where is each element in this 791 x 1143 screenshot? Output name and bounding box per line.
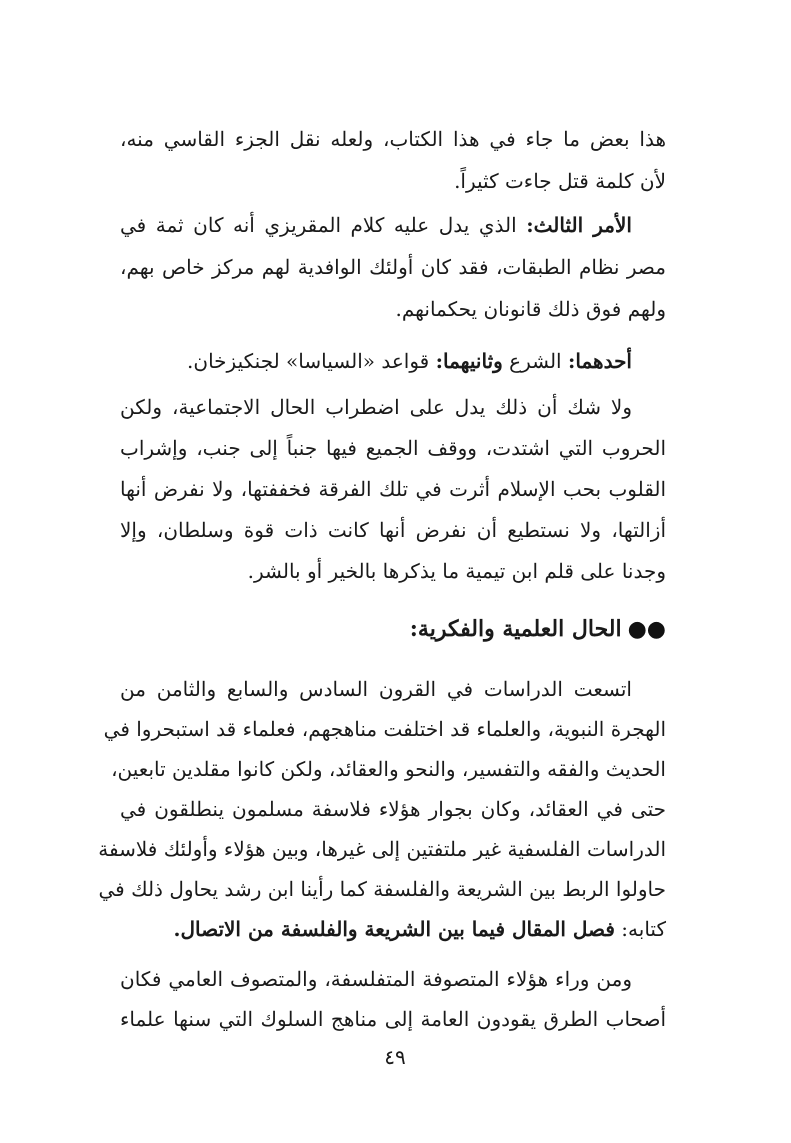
page-number: ٤٩ [384,1045,406,1069]
book-title: فصل المقال فيما بين الشريعة والفلسفة من الاتصال. [173,917,615,941]
paragraph-line: حتى في العقائد، وكان بجوار هؤلاء فلاسفة مسلمون ينطلقون في [120,797,666,821]
paragraph-text: قواعد «السياسا» لجنكيزخان. [187,349,436,373]
bullet-icon: ●● [627,616,666,642]
paragraph-line: ولا شك أن ذلك يدل على اضطراب الحال الاجتماعية، ولكن [120,395,632,419]
paragraph-line: مصر نظام الطبقات، فقد كان أولئك الوافدية لهم مركز خاص بهم، [120,255,666,279]
paragraph-text: الشرع [502,349,568,373]
paragraph-line: حاولوا الربط بين الشريعة والفلسفة كما رأينا ابن رشد يحاول ذلك في [98,877,666,901]
paragraph-line: الهجرة النبوية، والعلماء قد اختلفت مناهجهم، فعلماء قد استبحروا في [103,717,666,741]
paragraph-line: الحديث والفقه والتفسير، والنحو والعقائد، ولكن كانوا مقلدين تابعين، [111,757,666,781]
paragraph-label: وثانيهما: [435,349,503,373]
paragraph-line: الحروب التي اشتدت، ووقف الجميع فيها جنباً إلى جنب، وإشراب [120,436,666,460]
paragraph-line: ولهم فوق ذلك قانونان يحكمانهم. [395,297,666,321]
paragraph-text: كتابه: [614,917,666,941]
paragraph-label: أحدهما: [567,349,632,373]
paragraph-line: لأن كلمة قتل جاءت كثيراً. [454,169,666,193]
paragraph-line [120,348,632,374]
paragraph-label: الأمر الثالث: [526,213,632,237]
paragraph-line: ومن وراء هؤلاء المتصوفة المتفلسفة، والمتصوف العامي فكان [120,967,632,991]
paragraph-line: وجدنا على قلم ابن تيمية ما يذكرها بالخير أو بالشر. [247,559,666,583]
paragraph-text: الذي يدل عليه كلام المقريزي أنه كان ثمة في [120,213,527,237]
paragraph-line: القلوب بحب الإسلام أثرت في تلك الفرقة فخففتها، ولا نفرض أنها [120,477,666,501]
paragraph-line [120,212,632,238]
paragraph-line: الدراسات الفلسفية غير ملتفتين إلى غيرها، وبين هؤلاء وأولئك فلاسفة [98,837,666,861]
paragraph-line: هذا بعض ما جاء في هذا الكتاب، ولعله نقل الجزء القاسي منه، [120,127,666,151]
section-heading [300,614,666,644]
paragraph-line: أصحاب الطرق يقودون العامة إلى مناهج السلوك التي سنها علماء [120,1007,666,1031]
paragraph-line: أزالتها، ولا نستطيع أن نفرض أنها كانت ذات قوة وسلطان، وإلا [120,518,666,542]
paragraph-line: اتسعت الدراسات في القرون السادس والسابع والثامن من [120,677,632,701]
paragraph-line [120,916,666,942]
section-title: الحال العلمية والفكرية: [409,616,622,642]
